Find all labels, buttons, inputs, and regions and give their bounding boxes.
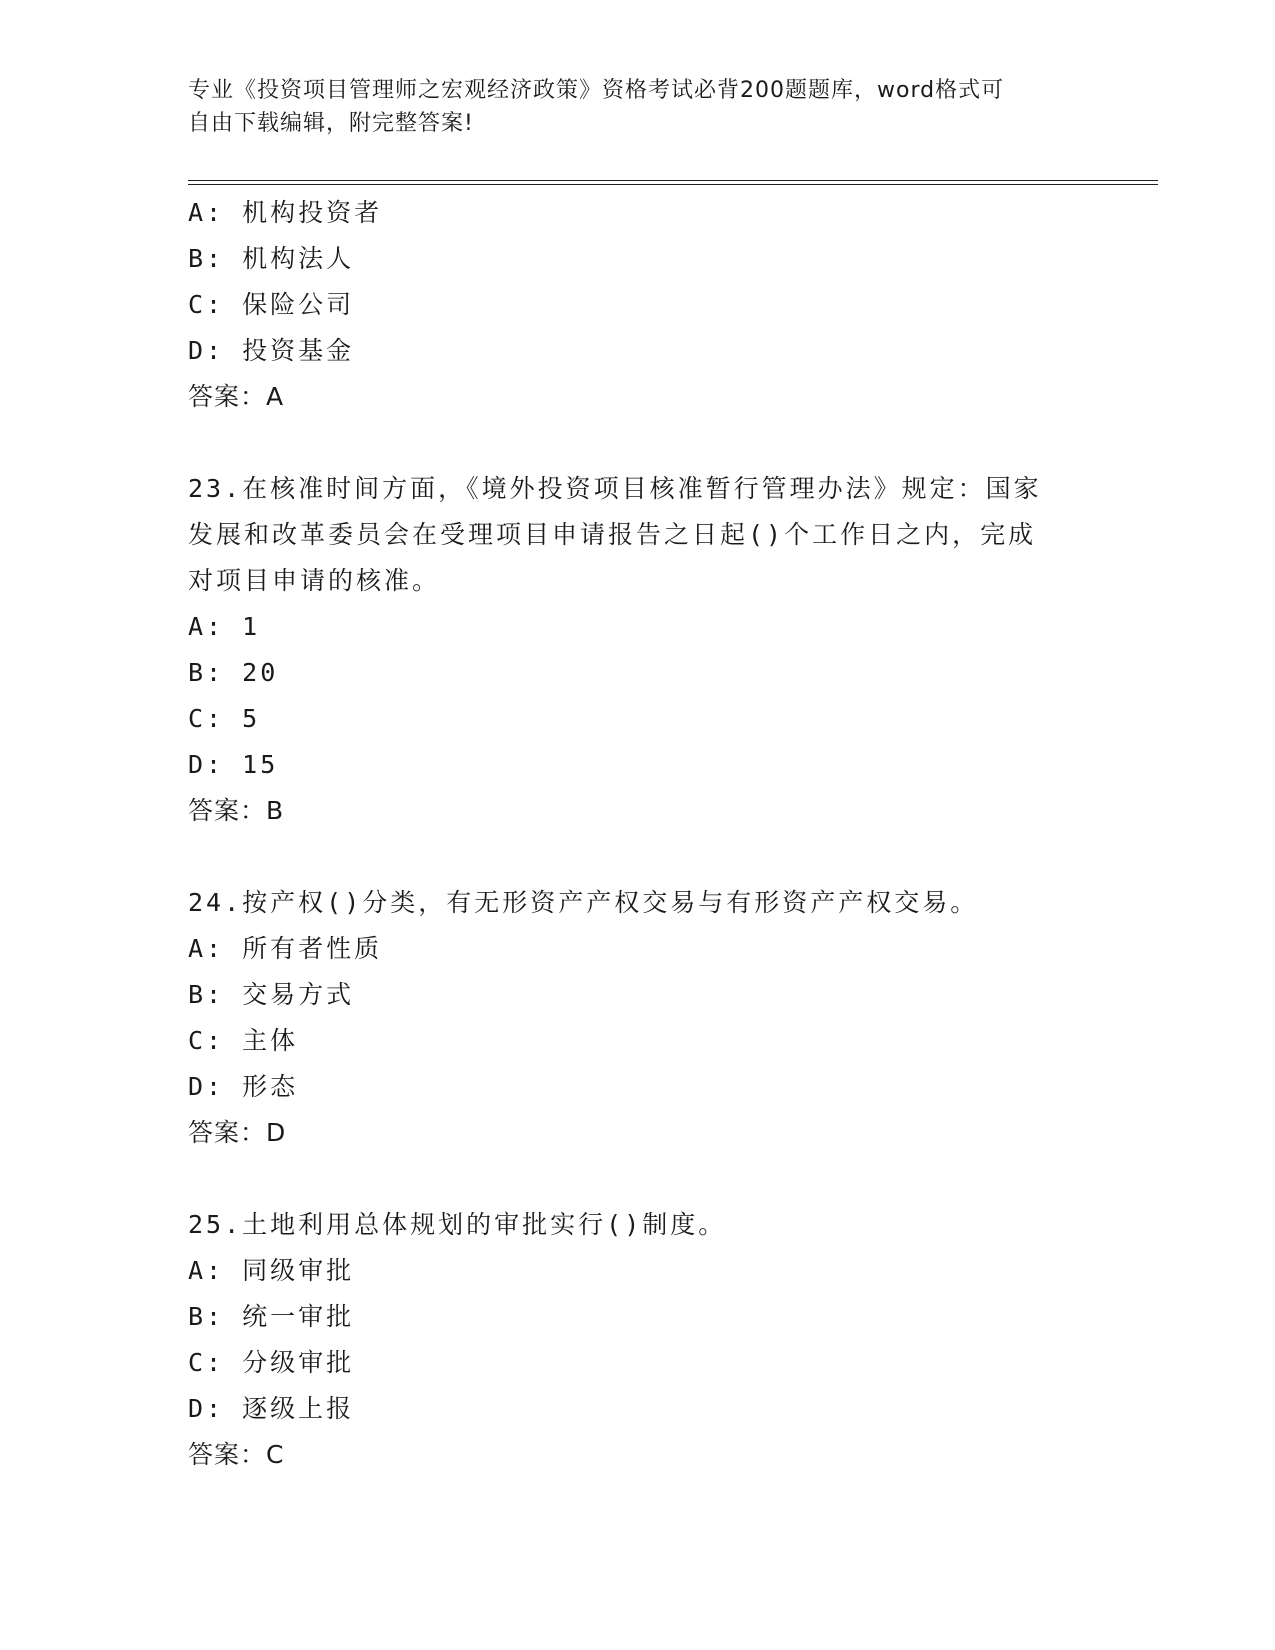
option-c: C: 5 bbox=[188, 704, 261, 733]
spacer bbox=[188, 834, 1088, 880]
option-b: B: 交易方式 bbox=[188, 980, 355, 1009]
header-line-1: 专业《投资项目管理师之宏观经济政策》资格考试必背200题题库，word格式可 bbox=[188, 78, 1005, 103]
header-divider-bottom bbox=[188, 184, 1158, 185]
question-stem-line: 发展和改革委员会在受理项目申请报告之日起()个工作日之内，完成 bbox=[188, 520, 1037, 549]
question-25 bbox=[188, 1202, 1088, 1478]
question-stem-line: 对项目申请的核准。 bbox=[188, 566, 441, 595]
option-d: D: 15 bbox=[188, 750, 279, 779]
spacer bbox=[188, 420, 1088, 466]
question-stem-line: 25.土地利用总体规划的审批实行()制度。 bbox=[188, 1210, 727, 1239]
answer: 答案：A bbox=[188, 382, 285, 411]
answer: 答案：D bbox=[188, 1118, 287, 1147]
option-d: D: 逐级上报 bbox=[188, 1394, 355, 1423]
document-header bbox=[188, 74, 1068, 140]
option-c: C: 分级审批 bbox=[188, 1348, 355, 1377]
option-b: B: 机构法人 bbox=[188, 244, 355, 273]
question-stem-line: 23.在核准时间方面，《境外投资项目核准暂行管理办法》规定：国家 bbox=[188, 474, 1042, 503]
option-d: D: 投资基金 bbox=[188, 336, 355, 365]
option-b: B: 统一审批 bbox=[188, 1302, 355, 1331]
answer: 答案：C bbox=[188, 1440, 285, 1469]
option-b: B: 20 bbox=[188, 658, 279, 687]
option-d: D: 形态 bbox=[188, 1072, 299, 1101]
question-list bbox=[188, 190, 1088, 1478]
header-line-2: 自由下载编辑，附完整答案! bbox=[188, 111, 474, 136]
option-a: A: 机构投资者 bbox=[188, 198, 383, 227]
option-c: C: 主体 bbox=[188, 1026, 299, 1055]
option-a: A: 1 bbox=[188, 612, 261, 641]
question-22 bbox=[188, 190, 1088, 420]
option-a: A: 同级审批 bbox=[188, 1256, 355, 1285]
spacer bbox=[188, 1156, 1088, 1202]
question-23 bbox=[188, 466, 1088, 834]
option-c: C: 保险公司 bbox=[188, 290, 355, 319]
header-divider-top bbox=[188, 180, 1158, 181]
question-stem-line: 24.按产权()分类，有无形资产产权交易与有形资产产权交易。 bbox=[188, 888, 979, 917]
question-24 bbox=[188, 880, 1088, 1156]
answer: 答案：B bbox=[188, 796, 285, 825]
option-a: A: 所有者性质 bbox=[188, 934, 383, 963]
